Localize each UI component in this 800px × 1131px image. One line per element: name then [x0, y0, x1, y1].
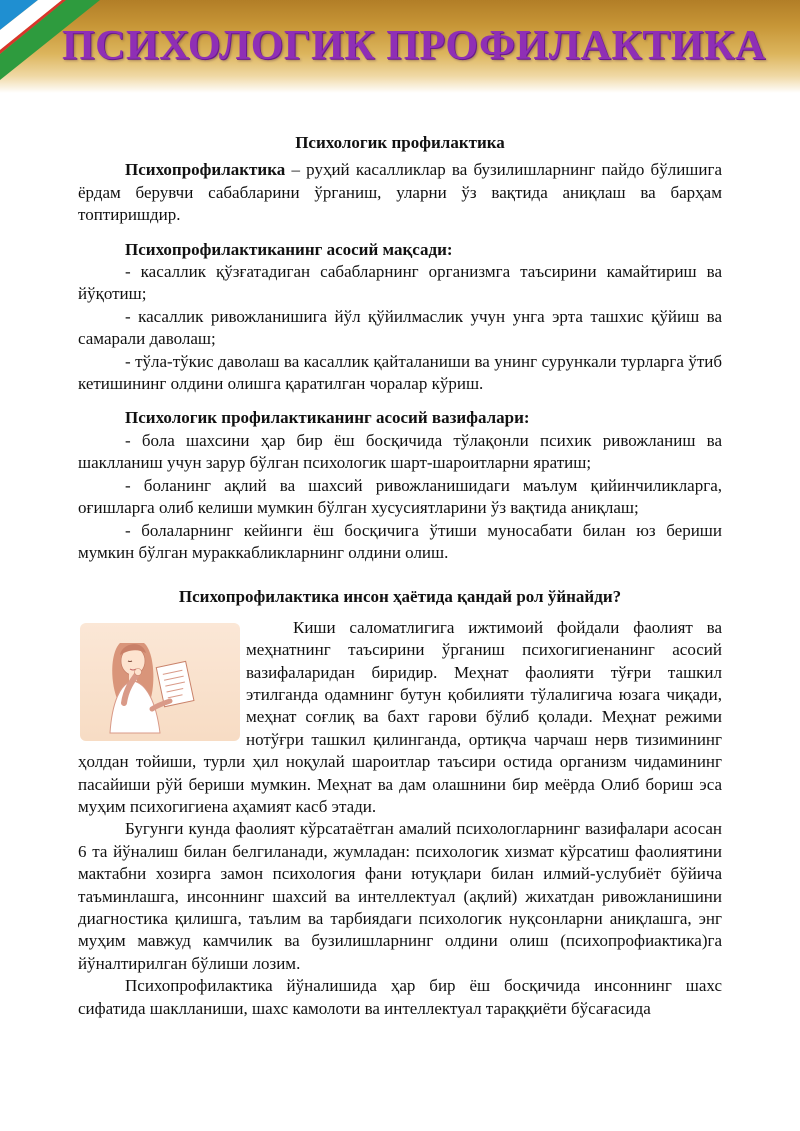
- intro-text: – руҳий касалликлар ва бузилишларнинг пайдо бўлишига ёрдам берувчи сабабларини ўрганиш, уларни ўз вақтида аниқлаш ва барҳам топтиришдир.: [78, 160, 722, 225]
- task-item: - боланинг ақлий ва шахсий ривожланишидаги маълум қийинчиликларга, оғишларга олиб келиши мумкин бўлган хусусиятларини ўз вақтида аниқлаш;: [78, 475, 722, 518]
- intro-term: Психопрофилактика: [125, 160, 286, 180]
- woman-reading-icon: [80, 623, 240, 741]
- header-banner: [0, 0, 800, 93]
- banner-title: ПСИХОЛОГИК ПРОФИЛАКТИКА: [62, 23, 766, 69]
- tasks-heading: Психологик профилактиканинг асосий вазифалари:: [125, 408, 530, 428]
- role-paragraph: Психопрофилактика йўналишида ҳар бир ёш босқичида инсоннинг шахс сифатида шаклланиши, шахс камолоти ва интеллектуал тараққиёти бўсағасида: [78, 976, 722, 1018]
- goals-heading: Психопрофилактиканинг асосий мақсади:: [125, 239, 453, 259]
- woman-reading-illustration: [80, 623, 240, 741]
- goal-item: - касаллик ривожланишига йўл қўйилмаслик учун унга эрта ташхис қўйиш ва самарали даволаш;: [78, 306, 722, 349]
- goal-item: - тўла-тўкис даволаш ва касаллик қайталаниши ва унинг сурункали турларга ўтиб кетишининг олдини олишга қаратилган чоралар кўриш.: [78, 351, 722, 394]
- section-heading-prophylaxis: Психологик профилактика: [295, 133, 505, 152]
- goal-item: - касаллик қўзғатадиган сабабларнинг организмга таъсирини камайтириш ва йўқотиш;: [78, 262, 722, 304]
- role-paragraph: Киши саломатлигига ижтимоий фойдали фаолият ва меҳнатнинг таъсирини ўрганиш психогигиенанинг асосий вазифаларидан биридир. Меҳнат фаолияти тўғри ташкил этилганда одамнинг бутун қобилияти тўлалигича юзага чиқади, меҳнат соғлиқ ва бахт гарови бўлиб қолади. Меҳнат режими нотўғри ташкил қилинганда, ортиқча чарчаш нерв тизимининг ҳолдан тойиши, турли ҳил ноқулай шароитлар таъсири остида организм чидамининг пасайиши рўй бериши мумкин. Меҳнат ва дам олашнини бир меёрда Олиб бориш эса муҳим психогигиена аҳамият касб этади.: [78, 617, 722, 816]
- document-body: [78, 132, 722, 1020]
- role-section: [78, 617, 722, 1020]
- task-item: - бола шахсини ҳар бир ёш босқичида тўлақонли психик ривожланиш ва шаклланиш учун зарур бўлган психологик шарт-шароитларни яратиш;: [78, 430, 722, 473]
- task-item: - болаларнинг кейинги ёш босқичига ўтиши муносабати билан юз бериши мумкин бўлган мураккабликларнинг олдини олиш.: [78, 520, 722, 562]
- intro-paragraph: [78, 159, 722, 226]
- role-paragraph: Бугунги кунда фаолият кўрсатаётган амалий психологларнинг вазифалари асосан 6 та йўналиш билан белгиланади, жумладан: психологик хизмат кўрсатиш фаолиятини мактабни хозирга замон психология фани ютуқлари билан илмий-услубиёт бўйича таъминлашга, инсоннинг шахсий ва интеллектуал (ақлий) жихатдан ривожланишини диагностика қилишга, таълим ва тарбиядаги психологик нуқсонларни аниқлашга, энг муҳим мавжуд камчилик ва бузилишларнинг олдини олиш (психопрофиактика)га йўналтирилган бўлиши лозим.: [78, 819, 722, 973]
- section-heading-role: Психопрофилактика инсон ҳаётида қандай рол ўйнайди?: [178, 587, 622, 607]
